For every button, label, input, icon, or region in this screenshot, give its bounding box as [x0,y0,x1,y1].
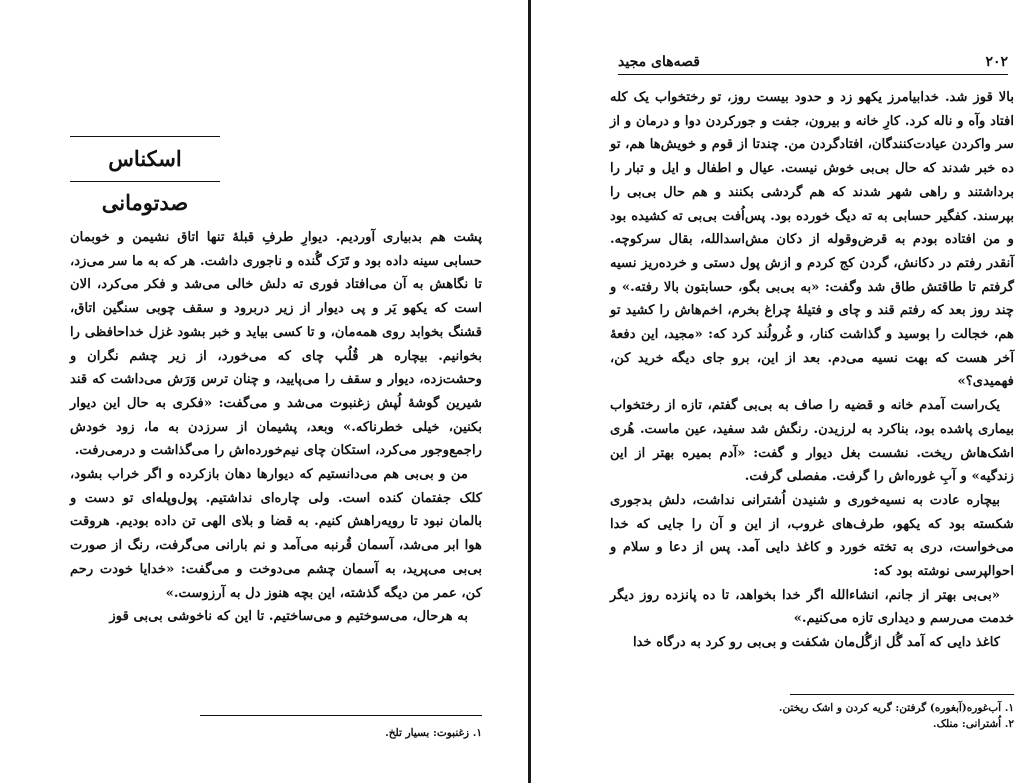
right-footnotes [690,700,1014,732]
book-spine [528,0,531,783]
right-page [540,0,1036,783]
paragraph: کاغذ دایی که آمد گُل ازگُل‌مان شکفت و بی‌بی رو کرد به درگاه خدا [632,635,1000,651]
footnote: ۱. زغنبوت: بسیار تلخ. [385,727,482,739]
paragraph: به هرحال، می‌سوختیم و می‌ساختیم. تا این که ناخوشی بی‌بی قوز [109,609,468,625]
paragraph: یک‌راست آمدم خانه و قضیه را صاف به بی‌بی گفتم، تازه از رختخواب بیماری پاشده بود، بناکرد به لرزیدن. رنگش شد سفید، عین ماست. هُری اشک‌هاش ریخت. نشست بغل دیوار و گفت: «آدم بمیره بهتر از این زندگیه» و آبِ غوره‌اش را گرفت. مفصلی گرفت. [610,398,1014,485]
footnote: ۱. آب‌غوره(آبغوره) گرفتن: گریه کردن و اشک ریختن. [778,702,1014,714]
footnote: ۲. اُشترانی: منلک. [932,718,1014,730]
right-page-body [610,86,1014,655]
running-title: قصه‌های مجید [618,54,700,70]
footnote-divider [790,694,1014,695]
left-page-body [70,226,482,629]
page-header [618,52,1008,75]
paragraph: پشت هم بدبیاری آوردیم. دیوارِ طرفِ قبلهٔ تنها اتاق نشیمن و خوبمان حسابی سینه داده بود و تَرَک گُنده و ناجوری داشت. هر که به ما سر می‌زد، تا نگاهش به آن می‌افتاد فوری ته دلش خالی می‌شد و فکر می‌کرد، الان است که یکهو یَر و پی دیوار از زیر دربرود و سقف چوبی سنگین اتاق، قشنگ بخوابد روی همه‌مان، و تا کسی بیاید و خبر بشود غزل خداحافظی را بخوانیم. بیچاره هر قُلُپ چای که می‌خورد، از زیر چشم نگران و وحشت‌زده، دیوار و سقف را می‌پایید، و چنان ترس وَرَش می‌داشت که قند شیرین گوشهٔ لُپش زغنبوت می‌شد و می‌گفت: «فکری به حال این دیوار بکنین، خیلی خطرناکه.» وبعد، پشیمان از سرزدن به ما، زود خودش راجمع‌وجور می‌کرد، استکان چای نیم‌خورده‌اش را می‌گذاشت و درمی‌رفت. [70,230,482,459]
page-number: ۲۰۲ [985,54,1008,70]
paragraph: بالا قوز شد. خدابیامرز یکهو زد و حدود بیست روز، تو رختخواب یک کله افتاد وآه و ناله کرد. کارِ خانه و بیرون، جفت و جورکردن دوا و درمان و از سر واکردن عیادت‌کنندگان، افتادگردن من. چندتا از قوم و خویش‌ها هم، تو ده خبر شدند که حال بی‌بی خوش نیست. عیال و اطفال و ایل و تبار را برداشتند و راهی شهر شدند که هم گردشی بکنند و هم حال بی‌بی را بپرسند. کفگیر حسابی به ته دیگ خورده بود. پس‌اُفت بی‌بی ته کشیده بود و من افتاده بودم به قرض‌وقوله از دکان مش‌اسدالله، بقال سرکوچه. آنقدر رفتم در دکانش، گردن کج کردم و ازش پول دستی و خرده‌ریز نسیه گرفتم تا طاقتش طاق شد وگفت: «به بی‌بی بگو، حسابتون بالا رفته.» و چند روز بعد که رفتم قند و چای و فتیلهٔ چراغ بخرم، اخم‌هاش را کشید تو هم، خجالت را بوسید و گذاشت کنار، و غُرولُند کرد که: «مجید، این دفعهٔ آخر هست که بهت نسیه می‌دم. بعد از این، برو جای دیگه خرید کن، فهمیدی؟» [610,90,1014,390]
footnote-divider [200,715,482,716]
chapter-title: اسکناس صدتومانی [70,136,220,182]
paragraph: «بی‌بی بهتر از جانم، انشاءالله اگر خدا بخواهد، تا ده پانزده روز دیگر خدمت می‌رسم و دیداری تازه می‌کنیم.» [610,587,1014,627]
paragraph: من و بی‌بی هم می‌دانستیم که دیوارها دهان بازکرده و اگر خراب بشود، کلک جفتمان کنده است. ولی چاره‌ای نداشتیم. پول‌وپله‌ای تو دست و بالمان نبود تا رویه‌راهش کنیم. به قضا و بلای الهی تن داده بودیم. هروقت هوا ابر می‌شد، آسمان قُرنبه می‌آمد و نم بارانی می‌گرفت، رنگ از صورت بی‌بی می‌پرید، به آسمان چشم می‌دوخت و می‌گفت: «خدایا خودت رحم کن، عمر من دیگه گذشته، این بچه هنوز دل به آرزوست.» [70,467,482,601]
paragraph: بیچاره عادت به نسیه‌خوری و شنیدن اُشترانی نداشت، دلش بدجوری شکسته بود که یکهو، طرف‌های غروب، از این و آن را جایی که خدا می‌خواست، دری به تخته خورد و کاغذ دایی آمد. پس از دعا و سلام و احوالپرسی نوشته بود که: [610,492,1014,580]
left-footnotes [150,725,482,741]
